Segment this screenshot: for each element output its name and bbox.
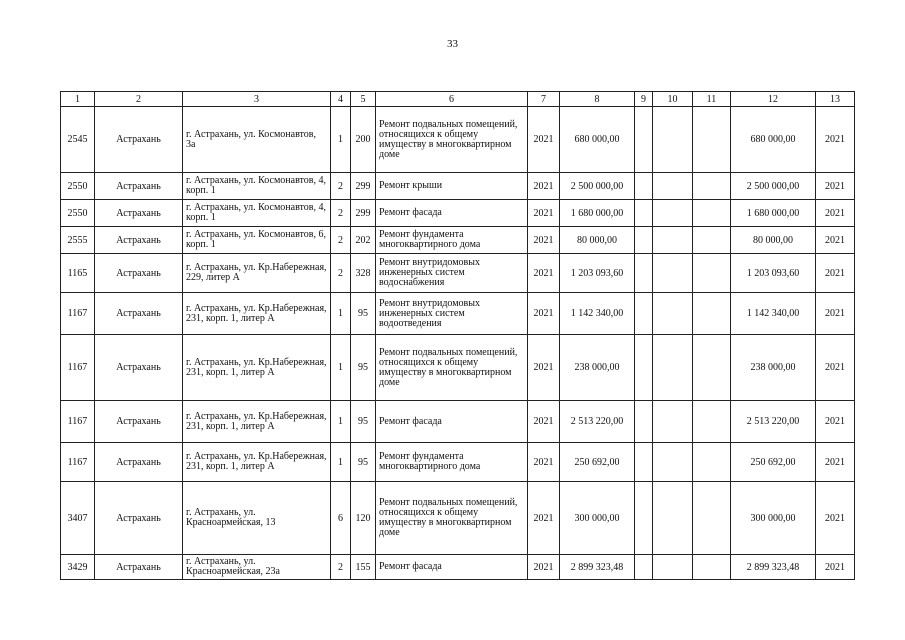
total-cell: 238 000,00 xyxy=(731,335,816,401)
end-year-cell: 2021 xyxy=(816,227,855,254)
address-cell: г. Астрахань, ул. Кр.Набережная, 229, литер А xyxy=(183,254,331,293)
end-year-cell: 2021 xyxy=(816,107,855,173)
column-5-cell: 95 xyxy=(351,401,376,443)
year-cell: 2021 xyxy=(528,335,560,401)
column-11-cell xyxy=(693,200,731,227)
column-9-cell xyxy=(635,107,653,173)
year-cell: 2021 xyxy=(528,107,560,173)
address-cell: г. Астрахань, ул. Космонавтов, 4, корп. 1 xyxy=(183,173,331,200)
column-5-cell: 95 xyxy=(351,335,376,401)
column-10-cell xyxy=(653,482,693,555)
column-5-cell: 200 xyxy=(351,107,376,173)
table-row xyxy=(61,401,855,443)
city-cell: Астрахань xyxy=(95,107,183,173)
object-id-cell: 2545 xyxy=(61,107,95,173)
column-9-cell xyxy=(635,401,653,443)
work-type-cell: Ремонт внутридомовых инженерных систем водоснабжения xyxy=(376,254,528,293)
city-cell: Астрахань xyxy=(95,401,183,443)
column-11-cell xyxy=(693,293,731,335)
total-cell: 680 000,00 xyxy=(731,107,816,173)
year-cell: 2021 xyxy=(528,227,560,254)
column-11-cell xyxy=(693,227,731,254)
end-year-cell: 2021 xyxy=(816,335,855,401)
address-cell: г. Астрахань, ул. Кр.Набережная, 231, корп. 1, литер А xyxy=(183,401,331,443)
address-cell: г. Астрахань, ул. Красноармейская, 23а xyxy=(183,555,331,580)
total-cell: 2 513 220,00 xyxy=(731,401,816,443)
end-year-cell: 2021 xyxy=(816,482,855,555)
end-year-cell: 2021 xyxy=(816,173,855,200)
column-9-cell xyxy=(635,443,653,482)
work-type-cell: Ремонт фундамента многоквартирного дома xyxy=(376,443,528,482)
column-header-4: 4 xyxy=(331,92,351,107)
column-9-cell xyxy=(635,173,653,200)
work-type-cell: Ремонт фасада xyxy=(376,555,528,580)
column-4-cell: 2 xyxy=(331,555,351,580)
object-id-cell: 1165 xyxy=(61,254,95,293)
column-11-cell xyxy=(693,107,731,173)
object-id-cell: 1167 xyxy=(61,401,95,443)
total-cell: 250 692,00 xyxy=(731,443,816,482)
column-5-cell: 120 xyxy=(351,482,376,555)
column-10-cell xyxy=(653,335,693,401)
total-cell: 2 500 000,00 xyxy=(731,173,816,200)
work-type-cell: Ремонт фундамента многоквартирного дома xyxy=(376,227,528,254)
work-type-cell: Ремонт фасада xyxy=(376,200,528,227)
column-4-cell: 2 xyxy=(331,173,351,200)
column-header-8: 8 xyxy=(560,92,635,107)
column-9-cell xyxy=(635,227,653,254)
year-cell: 2021 xyxy=(528,401,560,443)
column-header-7: 7 xyxy=(528,92,560,107)
year-cell: 2021 xyxy=(528,443,560,482)
cost-cell: 238 000,00 xyxy=(560,335,635,401)
column-10-cell xyxy=(653,293,693,335)
object-id-cell: 2555 xyxy=(61,227,95,254)
cost-cell: 250 692,00 xyxy=(560,443,635,482)
year-cell: 2021 xyxy=(528,555,560,580)
column-5-cell: 299 xyxy=(351,200,376,227)
city-cell: Астрахань xyxy=(95,335,183,401)
column-number-row xyxy=(61,92,855,107)
column-10-cell xyxy=(653,107,693,173)
address-cell: г. Астрахань, ул. Космонавтов, 4, корп. 1 xyxy=(183,200,331,227)
column-4-cell: 1 xyxy=(331,443,351,482)
year-cell: 2021 xyxy=(528,482,560,555)
total-cell: 2 899 323,48 xyxy=(731,555,816,580)
cost-cell: 1 142 340,00 xyxy=(560,293,635,335)
column-4-cell: 1 xyxy=(331,107,351,173)
column-11-cell xyxy=(693,254,731,293)
address-cell: г. Астрахань, ул. Космонавтов, 3а xyxy=(183,107,331,173)
year-cell: 2021 xyxy=(528,200,560,227)
cost-cell: 2 899 323,48 xyxy=(560,555,635,580)
column-9-cell xyxy=(635,254,653,293)
column-9-cell xyxy=(635,335,653,401)
column-10-cell xyxy=(653,555,693,580)
address-cell: г. Астрахань, ул. Кр.Набережная, 231, корп. 1, литер А xyxy=(183,335,331,401)
object-id-cell: 1167 xyxy=(61,335,95,401)
column-header-11: 11 xyxy=(693,92,731,107)
column-4-cell: 2 xyxy=(331,254,351,293)
column-5-cell: 95 xyxy=(351,443,376,482)
column-4-cell: 6 xyxy=(331,482,351,555)
column-9-cell xyxy=(635,482,653,555)
year-cell: 2021 xyxy=(528,173,560,200)
cost-cell: 2 513 220,00 xyxy=(560,401,635,443)
object-id-cell: 1167 xyxy=(61,293,95,335)
column-header-10: 10 xyxy=(653,92,693,107)
total-cell: 80 000,00 xyxy=(731,227,816,254)
table-row xyxy=(61,555,855,580)
city-cell: Астрахань xyxy=(95,555,183,580)
column-header-12: 12 xyxy=(731,92,816,107)
column-header-5: 5 xyxy=(351,92,376,107)
column-5-cell: 299 xyxy=(351,173,376,200)
column-10-cell xyxy=(653,443,693,482)
object-id-cell: 2550 xyxy=(61,173,95,200)
column-5-cell: 328 xyxy=(351,254,376,293)
city-cell: Астрахань xyxy=(95,482,183,555)
city-cell: Астрахань xyxy=(95,173,183,200)
column-11-cell xyxy=(693,401,731,443)
work-type-cell: Ремонт подвальных помещений, относящихся к общему имуществу в многоквартирном доме xyxy=(376,335,528,401)
column-5-cell: 202 xyxy=(351,227,376,254)
column-9-cell xyxy=(635,200,653,227)
total-cell: 1 680 000,00 xyxy=(731,200,816,227)
cost-cell: 1 680 000,00 xyxy=(560,200,635,227)
column-10-cell xyxy=(653,227,693,254)
column-4-cell: 1 xyxy=(331,401,351,443)
column-11-cell xyxy=(693,443,731,482)
column-4-cell: 2 xyxy=(331,227,351,254)
work-type-cell: Ремонт внутридомовых инженерных систем водоотведения xyxy=(376,293,528,335)
object-id-cell: 3429 xyxy=(61,555,95,580)
address-cell: г. Астрахань, ул. Космонавтов, 6, корп. 1 xyxy=(183,227,331,254)
total-cell: 1 142 340,00 xyxy=(731,293,816,335)
column-10-cell xyxy=(653,254,693,293)
table-row xyxy=(61,293,855,335)
cost-cell: 2 500 000,00 xyxy=(560,173,635,200)
table-row xyxy=(61,200,855,227)
work-type-cell: Ремонт крыши xyxy=(376,173,528,200)
column-10-cell xyxy=(653,401,693,443)
column-9-cell xyxy=(635,555,653,580)
table-row xyxy=(61,173,855,200)
column-4-cell: 1 xyxy=(331,335,351,401)
column-9-cell xyxy=(635,293,653,335)
column-header-6: 6 xyxy=(376,92,528,107)
end-year-cell: 2021 xyxy=(816,254,855,293)
total-cell: 1 203 093,60 xyxy=(731,254,816,293)
table-row xyxy=(61,254,855,293)
column-header-13: 13 xyxy=(816,92,855,107)
city-cell: Астрахань xyxy=(95,254,183,293)
column-10-cell xyxy=(653,200,693,227)
cost-cell: 300 000,00 xyxy=(560,482,635,555)
table-row xyxy=(61,443,855,482)
column-header-9: 9 xyxy=(635,92,653,107)
column-11-cell xyxy=(693,335,731,401)
address-cell: г. Астрахань, ул. Кр.Набережная, 231, корп. 1, литер А xyxy=(183,293,331,335)
column-4-cell: 1 xyxy=(331,293,351,335)
table-row xyxy=(61,227,855,254)
end-year-cell: 2021 xyxy=(816,443,855,482)
end-year-cell: 2021 xyxy=(816,200,855,227)
column-11-cell xyxy=(693,173,731,200)
work-type-cell: Ремонт подвальных помещений, относящихся к общему имуществу в многоквартирном доме xyxy=(376,482,528,555)
object-id-cell: 2550 xyxy=(61,200,95,227)
total-cell: 300 000,00 xyxy=(731,482,816,555)
column-header-2: 2 xyxy=(95,92,183,107)
year-cell: 2021 xyxy=(528,254,560,293)
column-5-cell: 95 xyxy=(351,293,376,335)
table-row xyxy=(61,107,855,173)
object-id-cell: 3407 xyxy=(61,482,95,555)
address-cell: г. Астрахань, ул. Кр.Набережная, 231, корп. 1, литер А xyxy=(183,443,331,482)
end-year-cell: 2021 xyxy=(816,401,855,443)
column-11-cell xyxy=(693,482,731,555)
end-year-cell: 2021 xyxy=(816,555,855,580)
work-type-cell: Ремонт фасада xyxy=(376,401,528,443)
table-row xyxy=(61,482,855,555)
cost-cell: 680 000,00 xyxy=(560,107,635,173)
column-5-cell: 155 xyxy=(351,555,376,580)
end-year-cell: 2021 xyxy=(816,293,855,335)
table-row xyxy=(61,335,855,401)
column-header-3: 3 xyxy=(183,92,331,107)
column-11-cell xyxy=(693,555,731,580)
column-header-1: 1 xyxy=(61,92,95,107)
year-cell: 2021 xyxy=(528,293,560,335)
city-cell: Астрахань xyxy=(95,443,183,482)
cost-cell: 80 000,00 xyxy=(560,227,635,254)
page-number: 33 xyxy=(447,38,458,50)
column-10-cell xyxy=(653,173,693,200)
table-body xyxy=(61,107,855,580)
cost-cell: 1 203 093,60 xyxy=(560,254,635,293)
column-4-cell: 2 xyxy=(331,200,351,227)
address-cell: г. Астрахань, ул. Красноармейская, 13 xyxy=(183,482,331,555)
city-cell: Астрахань xyxy=(95,227,183,254)
city-cell: Астрахань xyxy=(95,293,183,335)
work-type-cell: Ремонт подвальных помещений, относящихся к общему имуществу в многоквартирном доме xyxy=(376,107,528,173)
city-cell: Астрахань xyxy=(95,200,183,227)
object-id-cell: 1167 xyxy=(61,443,95,482)
registry-table xyxy=(60,91,855,580)
